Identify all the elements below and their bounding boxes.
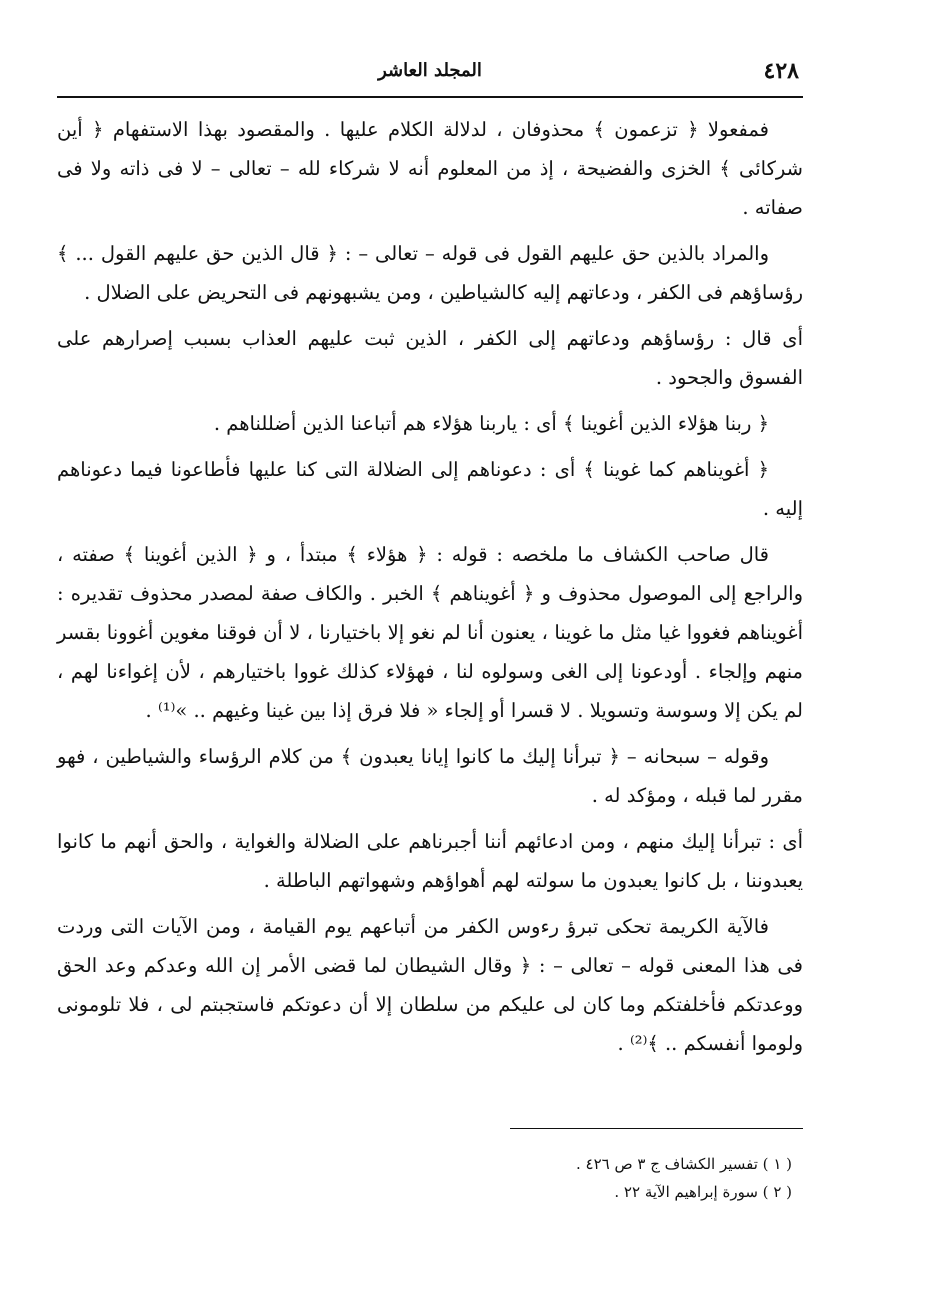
- running-title: المجلد العاشر: [378, 60, 482, 81]
- page-number: ٤٢٨: [763, 58, 799, 84]
- paragraph: والمراد بالذين حق عليهم القول فى قوله – تعالى – : ﴿ قال الذين حق عليهم القول ... ﴾ رؤساؤهم فى الكفر ، ودعاتهم إليه كالشياطين ، ومن يشبهونهم فى التحريض على الضلال .: [57, 242, 803, 304]
- paragraph: فمفعولا ﴿ تزعمون ﴾ محذوفان ، لدلالة الكلام عليها . والمقصود بهذا الاستفهام ﴿ أين شركائى ﴾ الخزى والفضيحة ، إذ من المعلوم أنه لا شركاء لله – تعالى – لا فى ذاته ولا فى صفاته .: [57, 118, 803, 219]
- paragraph: فالآية الكريمة تحكى تبرؤ رءوس الكفر من أتباعهم يوم القيامة ، ومن الآيات التى وردت فى هذا المعنى قوله – تعالى – : ﴿ وقال الشيطان لما قضى الأمر إن الله وعدكم وعد الحق ووعدتكم فأخلفتكم وما كان لى عليكم من سلطان إلا أن دعوتكم فاستجبتم لى ، فلا تلومونى ولوموا أنفسكم .. ﴾⁽²⁾ .: [57, 915, 803, 1055]
- footnote-2: ( ٢ ) سورة إبراهيم الآية ٢٢ .: [614, 1183, 792, 1201]
- paragraph: أى : تبرأنا إليك منهم ، ومن ادعائهم أننا أجبرناهم على الضلالة والغواية ، والحق أنهم ما كانوا يعبدوننا ، بل كانوا يعبدون ما سولته لهم أهواؤهم وشهواتهم الباطلة .: [57, 830, 803, 892]
- footnote-1: ( ١ ) تفسير الكشاف ج ٣ ص ٤٢٦ .: [576, 1155, 792, 1173]
- footnotes: [57, 1150, 792, 1206]
- body-text: [57, 110, 803, 1070]
- footnote-rule: [510, 1128, 803, 1129]
- paragraph: قال صاحب الكشاف ما ملخصه : قوله : ﴿ هؤلاء ﴾ مبتدأ ، و ﴿ الذين أغوينا ﴾ صفته ، والراجع إلى الموصول محذوف و ﴿ أغويناهم ﴾ الخبر . والكاف صفة لمصدر محذوف تقديره : أغويناهم فغووا غيا مثل ما غوينا ، يعنون أنا لم نغو إلا باختيارنا ، لا أن فوقنا مغوين أغوونا بقسر منهم وإلجاء . أودعونا إلى الغى وسولوه لنا ، فهؤلاء كذلك غووا باختيارهم ، لأن إغواءنا لهم ، لم يكن إلا وسوسة وتسويلا . لا قسرا أو إلجاء « فلا فرق إذا بين غينا وغيهم .. »⁽¹⁾ .: [57, 543, 803, 722]
- paragraph: ﴿ ربنا هؤلاء الذين أغوينا ﴾ أى : ياربنا هؤلاء هم أتباعنا الذين أضللناهم .: [213, 412, 769, 435]
- paragraph: أى قال : رؤساؤهم ودعاتهم إلى الكفر ، الذين ثبت عليهم العذاب بسبب إصرارهم على الفسوق والجحود .: [57, 327, 803, 389]
- header-rule: [57, 96, 803, 98]
- paragraph: وقوله – سبحانه – ﴿ تبرأنا إليك ما كانوا إيانا يعبدون ﴾ من كلام الرؤساء والشياطين ، فهو مقرر لما قبله ، ومؤكد له .: [57, 745, 803, 807]
- page-header: [57, 56, 803, 90]
- paragraph: ﴿ أغويناهم كما غوينا ﴾ أى : دعوناهم إلى الضلالة التى كنا عليها فأطاعونا فيما دعوناهم إليه .: [57, 458, 803, 520]
